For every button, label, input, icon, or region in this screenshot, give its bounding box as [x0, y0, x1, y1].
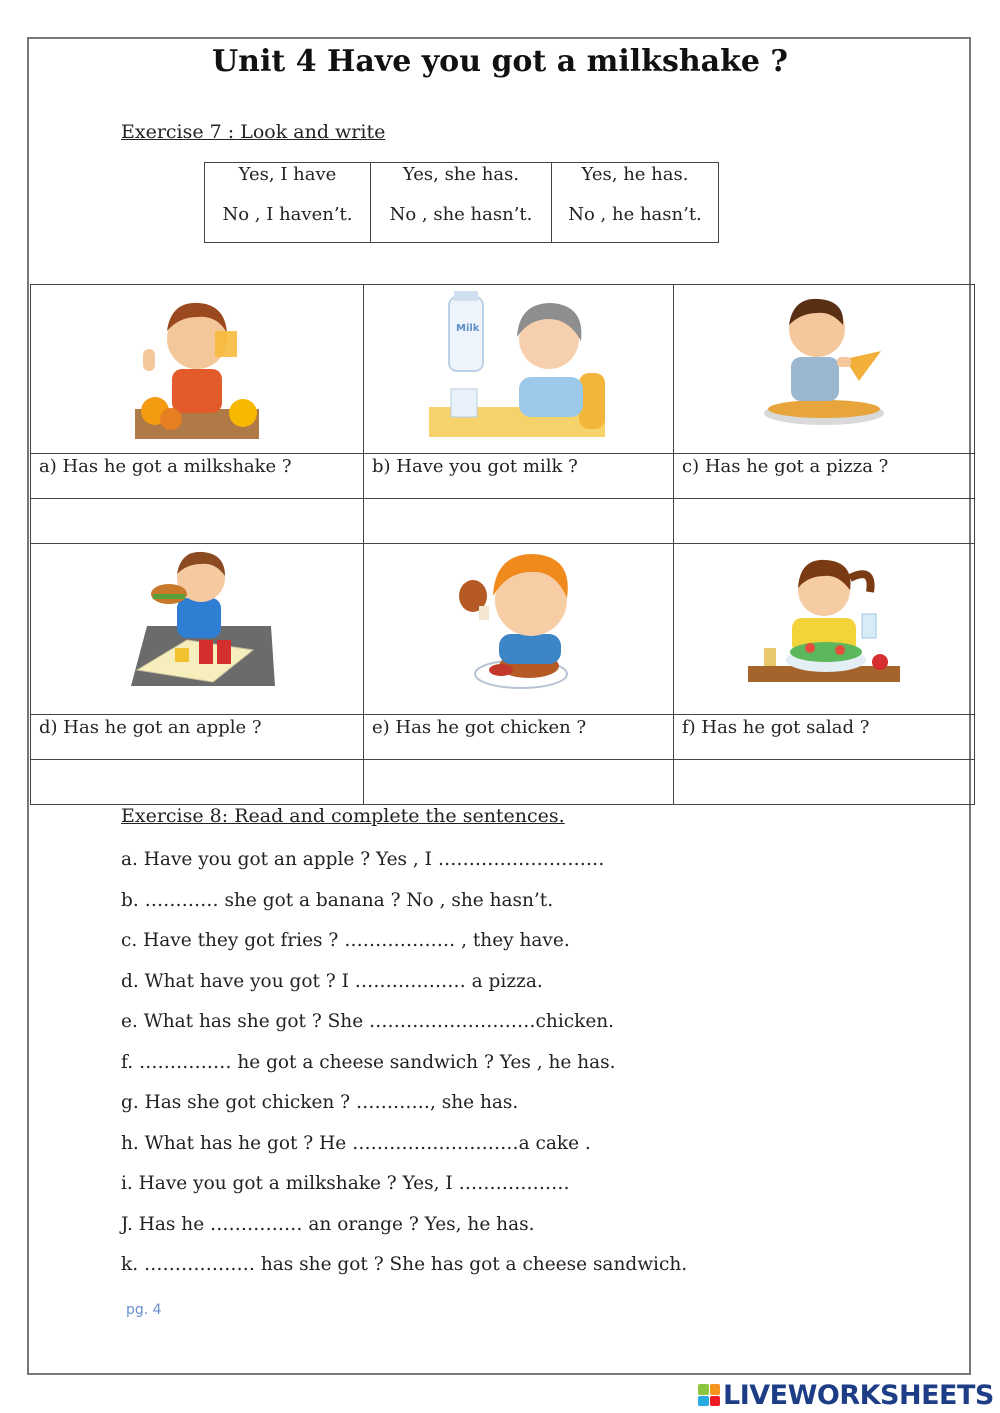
answer-no: No , she hasn’t.	[389, 204, 533, 225]
exercise8-heading: Exercise 8: Read and complete the sentences.	[121, 805, 565, 827]
question-e: e) Has he got chicken ?	[364, 715, 674, 760]
question-c: c) Has he got a pizza ?	[674, 454, 975, 499]
sentence: i. Have you got a milkshake ? Yes, I ………………	[121, 1173, 570, 1194]
answer-field-f[interactable]	[674, 760, 975, 805]
milk-label: Milk	[455, 323, 479, 334]
answer-yes: Yes, he has.	[581, 164, 689, 185]
sentence: k. ……………… has she got ? She has got a cheese sandwich.	[121, 1254, 688, 1275]
picture-cell	[674, 544, 975, 715]
sentence: c. Have they got fries ? ……………… , they have.	[121, 930, 570, 951]
answer-field-e[interactable]	[364, 760, 674, 805]
question-b: b) Have you got milk ?	[364, 454, 674, 499]
picture-cell	[31, 544, 364, 715]
page-number: pg. 4	[126, 1302, 162, 1318]
liveworksheets-logo-icon	[698, 1384, 720, 1406]
answer-option-she	[371, 163, 552, 243]
answer-field-d[interactable]	[31, 760, 364, 805]
answer-field-c[interactable]	[674, 499, 975, 544]
answer-yes: Yes, she has.	[402, 164, 520, 185]
answer-no: No , he hasn’t.	[568, 204, 702, 225]
picture-cell	[674, 285, 975, 454]
picture-cell	[364, 544, 674, 715]
answer-option-he	[552, 163, 719, 243]
question-d: d) Has he got an apple ?	[31, 715, 364, 760]
boy-eating-burger-icon	[117, 548, 277, 688]
girl-eating-salad-icon	[744, 548, 904, 688]
sentence: J. Has he …………… an orange ? Yes, he has.	[121, 1213, 535, 1235]
answer-option-i	[205, 163, 371, 243]
page-title: Unit 4 Have you got a milkshake ?	[212, 44, 788, 79]
answer-options-box	[204, 162, 719, 243]
exercise8-sentences	[121, 848, 687, 1294]
sentence: a. Have you got an apple ? Yes , I ………………………	[121, 849, 605, 870]
boy-eating-chicken-icon	[449, 548, 589, 692]
sentence: e. What has she got ? She ………………………chicken.	[121, 1011, 615, 1032]
sentence: g. Has she got chicken ? …………, she has.	[121, 1092, 519, 1113]
picture-cell	[364, 285, 674, 454]
question-f: f) Has he got salad ?	[674, 715, 975, 760]
answer-field-b[interactable]	[364, 499, 674, 544]
grandpa-milk-bottle-icon	[429, 289, 609, 441]
exercise7-grid	[30, 284, 975, 805]
boy-eating-pizza-icon	[759, 289, 889, 441]
question-a: a) Has he got a milkshake ?	[31, 454, 364, 499]
sentence: d. What have you got ? I ……………… a pizza.	[121, 970, 543, 992]
answer-yes: Yes, I have	[238, 164, 337, 185]
answer-field-a[interactable]	[31, 499, 364, 544]
exercise7-heading: Exercise 7 : Look and write	[121, 121, 386, 143]
answer-no: No , I haven’t.	[222, 204, 353, 225]
sentence: b. ………… she got a banana ? No , she hasn’t.	[121, 889, 554, 911]
liveworksheets-brand[interactable]	[698, 1378, 994, 1412]
brand-name: LIVEWORKSHEETS	[723, 1379, 994, 1411]
picture-cell	[31, 285, 364, 454]
boy-drinking-juice-icon	[127, 289, 267, 441]
sentence: f. …………… he got a cheese sandwich ? Yes , he has.	[121, 1051, 616, 1073]
sentence: h. What has he got ? He ………………………a cake .	[121, 1132, 591, 1154]
